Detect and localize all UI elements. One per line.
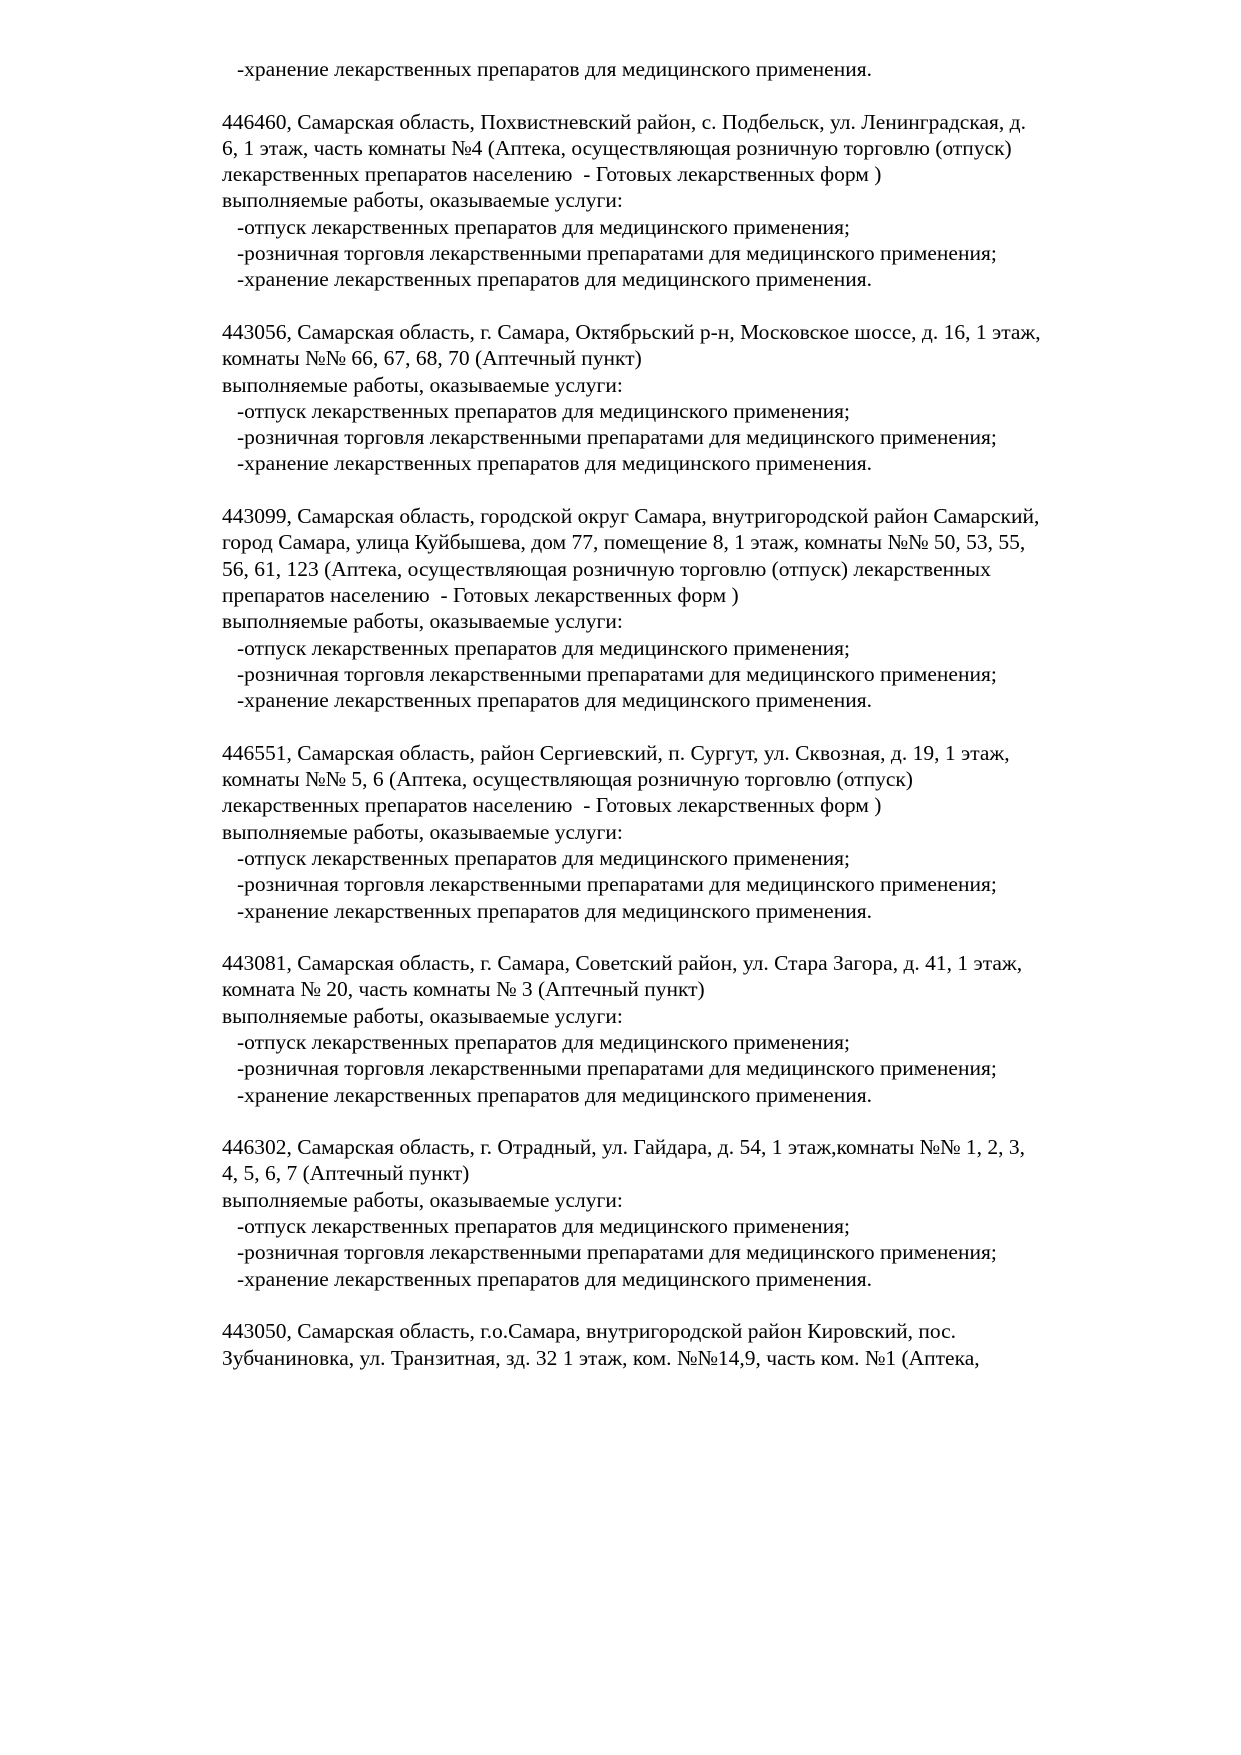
service-item: -хранение лекарственных препаратов для медицинского применения.	[237, 451, 872, 476]
pharmacy-block	[222, 109, 1202, 293]
pharmacy-block	[222, 503, 1202, 713]
service-item: -розничная торговля лекарственными препаратами для медицинского применения;	[237, 1056, 997, 1081]
service-item: -отпуск лекарственных препаратов для медицинского применения;	[237, 398, 851, 423]
address-line: 446460, Самарская область, Похвистневский район, с. Подбельск, ул. Ленинградская, д.	[222, 109, 1026, 134]
address-line: препаратов населению - Готовых лекарственных форм )	[222, 582, 739, 607]
service-item: -хранение лекарственных препаратов для медицинского применения.	[237, 688, 872, 713]
address-line: Зубчаниновка, ул. Транзитная, зд. 32 1 этаж, ком. №№14,9, часть ком. №1 (Аптека,	[222, 1345, 980, 1370]
block-spacer	[222, 477, 1202, 503]
service-item: -отпуск лекарственных препаратов для медицинского применения;	[237, 1214, 851, 1239]
service-item: -отпуск лекарственных препаратов для медицинского применения;	[237, 1029, 851, 1054]
service-item: -розничная торговля лекарственными препаратами для медицинского применения;	[237, 425, 997, 450]
service-item: -розничная торговля лекарственными препаратами для медицинского применения;	[237, 872, 997, 897]
block-spacer	[222, 924, 1202, 950]
address-line: лекарственных препаратов населению - Готовых лекарственных форм )	[222, 162, 882, 187]
address-line: лекарственных препаратов населению - Готовых лекарственных форм )	[222, 793, 882, 818]
service-item: -розничная торговля лекарственными препаратами для медицинского применения;	[237, 241, 997, 266]
services-header: выполняемые работы, оказываемые услуги:	[222, 609, 623, 634]
document-page	[222, 56, 1202, 1371]
address-line: 443056, Самарская область, г. Самара, Октябрьский р-н, Московское шоссе, д. 16, 1 этаж,	[222, 319, 1041, 344]
services-header: выполняемые работы, оказываемые услуги:	[222, 1003, 623, 1028]
address-line: 4, 5, 6, 7 (Аптечный пункт)	[222, 1161, 470, 1186]
pharmacy-block	[222, 1318, 1202, 1371]
pharmacy-block	[222, 319, 1202, 477]
address-line: 443050, Самарская область, г.о.Самара, внутригородской район Кировский, пос.	[222, 1319, 957, 1344]
service-item: -отпуск лекарственных препаратов для медицинского применения;	[237, 214, 851, 239]
service-item: -отпуск лекарственных препаратов для медицинского применения;	[237, 845, 851, 870]
address-line: 446551, Самарская область, район Сергиевский, п. Сургут, ул. Сквозная, д. 19, 1 этаж,	[222, 740, 1010, 765]
address-line: 443081, Самарская область, г. Самара, Советский район, ул. Стара Загора, д. 41, 1 этаж,	[222, 951, 1023, 976]
address-line: комнаты №№ 66, 67, 68, 70 (Аптечный пункт)	[222, 346, 642, 371]
services-header: выполняемые работы, оказываемые услуги:	[222, 188, 623, 213]
address-line: 56, 61, 123 (Аптека, осуществляющая розничную торговлю (отпуск) лекарственных	[222, 556, 991, 581]
block-spacer	[222, 1292, 1202, 1318]
services-header: выполняемые работы, оказываемые услуги:	[222, 372, 623, 397]
services-header: выполняемые работы, оказываемые услуги:	[222, 1187, 623, 1212]
address-line: 443099, Самарская область, городской округ Самара, внутригородской район Самарский,	[222, 504, 1040, 529]
pharmacy-block	[222, 1134, 1202, 1292]
block-spacer	[222, 1108, 1202, 1134]
address-line: комнаты №№ 5, 6 (Аптека, осуществляющая розничную торговлю (отпуск)	[222, 767, 913, 792]
service-item: -хранение лекарственных препаратов для медицинского применения.	[237, 898, 872, 923]
address-line: комната № 20, часть комнаты № 3 (Аптечный пункт)	[222, 977, 705, 1002]
service-item: -розничная торговля лекарственными препаратами для медицинского применения;	[237, 661, 997, 686]
block-spacer	[222, 293, 1202, 319]
address-line: 6, 1 этаж, часть комнаты №4 (Аптека, осуществляющая розничную торговлю (отпуск)	[222, 135, 1012, 160]
service-item: -розничная торговля лекарственными препаратами для медицинского применения;	[237, 1240, 997, 1265]
block-spacer	[222, 82, 1202, 108]
address-line: 446302, Самарская область, г. Отрадный, ул. Гайдара, д. 54, 1 этаж,комнаты №№ 1, 2, 3,	[222, 1135, 1026, 1160]
service-item: -хранение лекарственных препаратов для медицинского применения.	[237, 267, 872, 292]
pharmacy-list	[222, 82, 1202, 1371]
block-spacer	[222, 713, 1202, 739]
service-item: -хранение лекарственных препаратов для медицинского применения.	[237, 1082, 872, 1107]
address-line: город Самара, улица Куйбышева, дом 77, помещение 8, 1 этаж, комнаты №№ 50, 53, 55,	[222, 530, 1026, 555]
pharmacy-block	[222, 950, 1202, 1108]
pharmacy-block	[222, 740, 1202, 924]
services-header: выполняемые работы, оказываемые услуги:	[222, 819, 623, 844]
leading-service-line: -хранение лекарственных препаратов для медицинского применения.	[237, 57, 872, 81]
service-item: -отпуск лекарственных препаратов для медицинского применения;	[237, 635, 851, 660]
service-item: -хранение лекарственных препаратов для медицинского применения.	[237, 1266, 872, 1291]
